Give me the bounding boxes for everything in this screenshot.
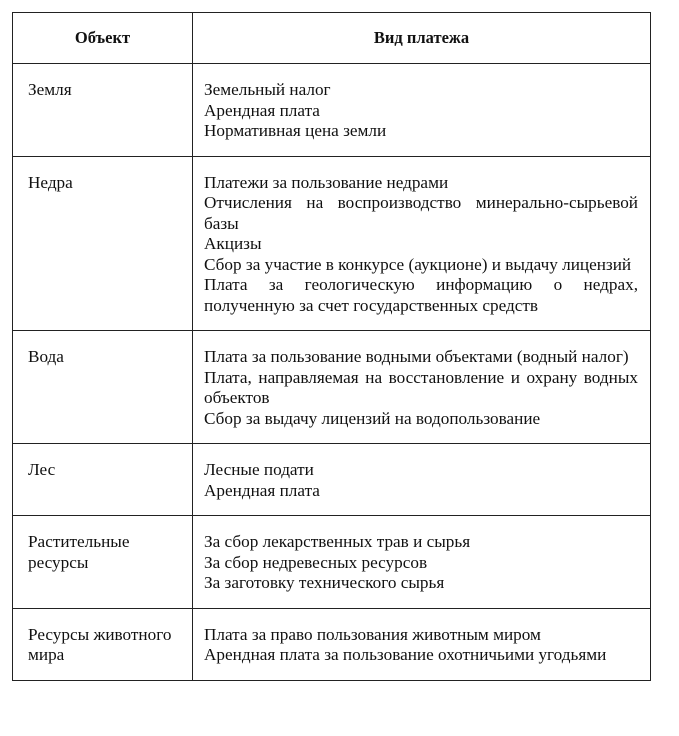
- payment-cell: [193, 608, 651, 680]
- payment-item: Плата за право пользования животным миром: [204, 624, 541, 644]
- table-header-row: [13, 13, 651, 64]
- payment-item: Нормативная цена земли: [204, 121, 387, 140]
- payment-cell: [193, 156, 651, 331]
- payment-item: Плата за пользование водными объектами (водный налог): [204, 347, 629, 366]
- table-row: [13, 516, 651, 609]
- table-row: [13, 331, 651, 444]
- payment-item: Плата за геологическую информацию о недрах, полученную за счет государственных средств: [204, 275, 638, 315]
- object-cell: Ресурсы животного мира: [13, 608, 193, 680]
- payment-item: Отчисления на воспроизводство минерально-сырьевой базы: [204, 193, 638, 233]
- payment-cell: [193, 64, 651, 157]
- payment-item: За сбор недревесных ресурсов: [204, 552, 428, 572]
- table-row: [13, 608, 651, 680]
- payment-item: За сбор лекарственных трав и сырья: [204, 532, 471, 551]
- payment-item: За заготовку технического сырья: [204, 573, 445, 592]
- payment-cell: [193, 516, 651, 609]
- object-cell: Лес: [13, 444, 193, 516]
- payment-cell: [193, 331, 651, 444]
- header-object: Объект: [13, 13, 193, 64]
- payment-item: Арендная плата: [204, 480, 320, 500]
- payments-table: [12, 12, 651, 681]
- payment-item: Акцизы: [204, 234, 262, 253]
- object-cell: Вода: [13, 331, 193, 444]
- table-row: [13, 64, 651, 157]
- object-cell: Недра: [13, 156, 193, 331]
- payment-cell: [193, 444, 651, 516]
- payment-item: Земельный налог: [204, 80, 331, 99]
- table-row: [13, 444, 651, 516]
- payment-item: Арендная плата за пользование охотничьими угодьями: [204, 645, 607, 664]
- payment-item: Плата, направляемая на восстановление и охрану водных объектов: [204, 367, 638, 407]
- payment-item: Лесные подати: [204, 460, 314, 479]
- payment-item: Платежи за пользование недрами: [204, 172, 449, 192]
- payment-item: Сбор за участие в конкурсе (аукционе) и выдачу лицензий: [204, 254, 632, 274]
- payment-item: Сбор за выдачу лицензий на водопользование: [204, 408, 541, 428]
- payment-item: Арендная плата: [204, 100, 320, 120]
- header-payment-type: Вид платежа: [193, 13, 651, 64]
- table-row: [13, 156, 651, 331]
- object-cell: Земля: [13, 64, 193, 157]
- payments-table-container: [12, 12, 650, 681]
- object-cell: Растительные ресурсы: [13, 516, 193, 609]
